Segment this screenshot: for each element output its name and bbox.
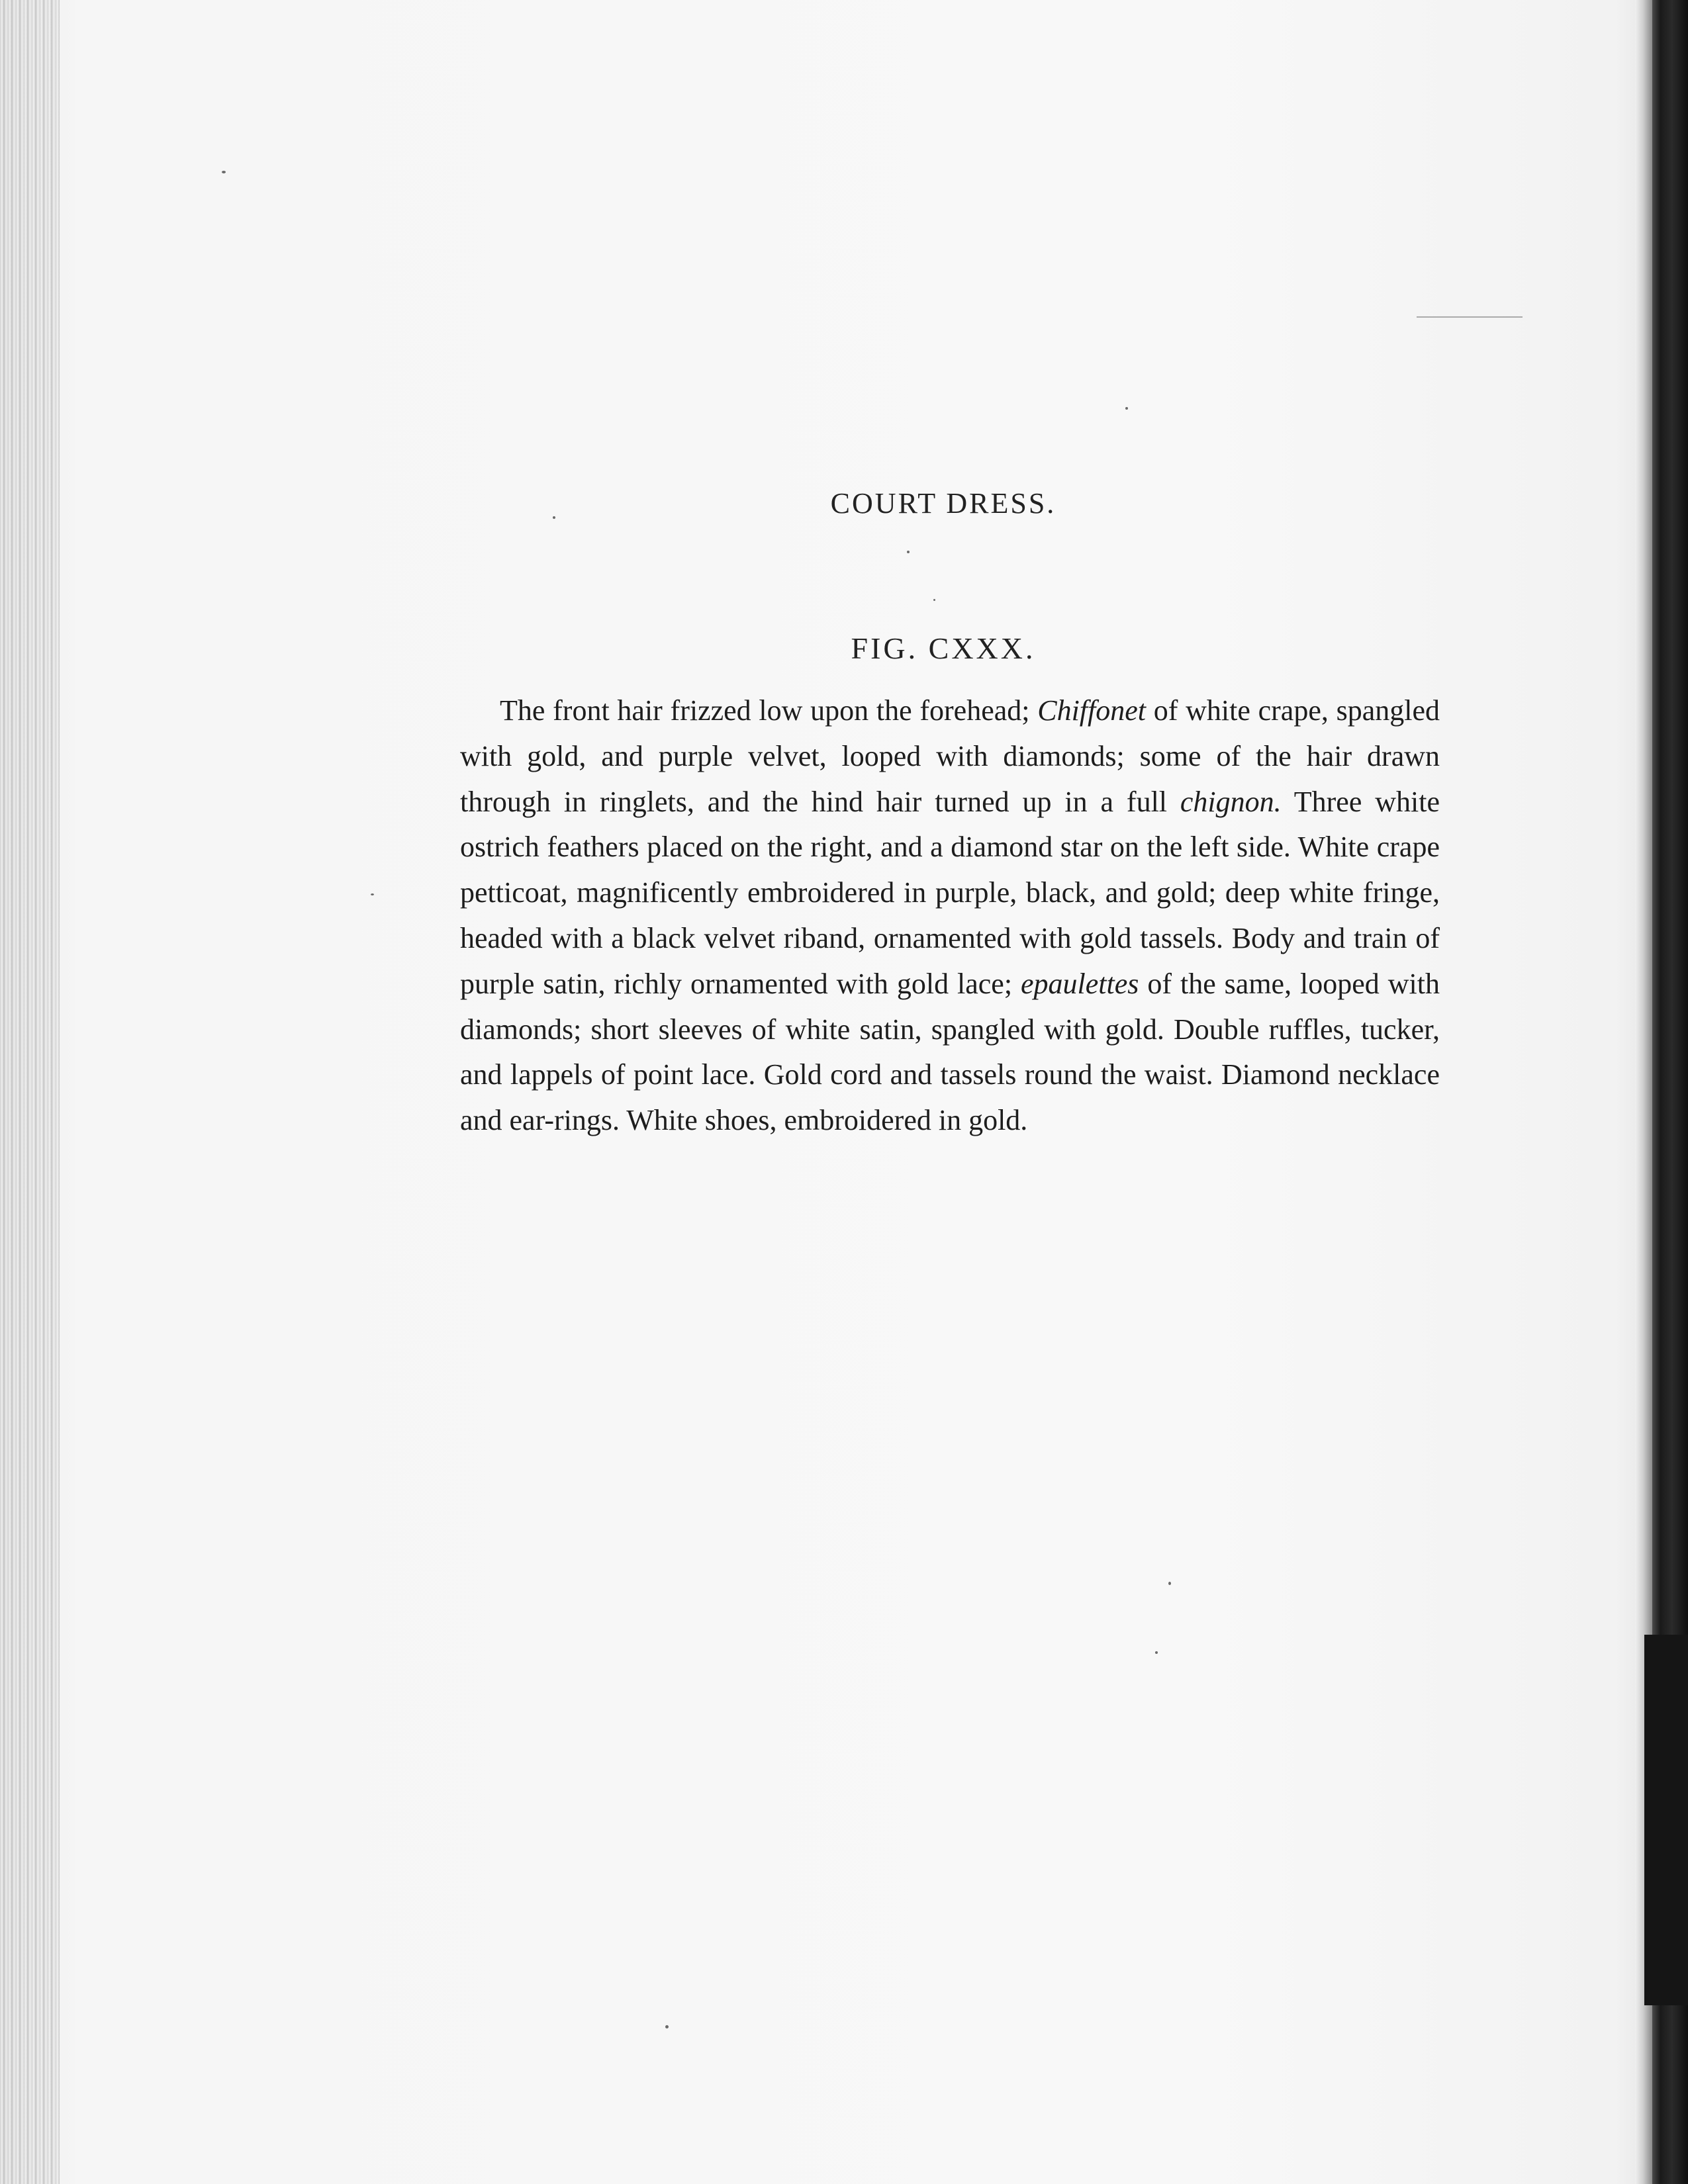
text-run-italic: chignon. bbox=[1180, 785, 1282, 818]
text-run-italic: epaulettes bbox=[1021, 967, 1139, 1000]
scan-speck bbox=[553, 516, 555, 519]
text-run: of the same, looped with diamonds; short sleeves of white satin, spangled with gold. Double ruffles, tucker, and lappels of point lace. Gold cord and tassels round the waist. Diamond necklace and ear-rings. White shoes, embroidered in gold. bbox=[460, 967, 1440, 1137]
scan-speck bbox=[1168, 1582, 1171, 1585]
text-run: Three white ostrich feathers placed on the right, and a diamond star on the left side. White crape petticoat, magnificently embroidered in purple, black, and gold; deep white fringe, headed with a black velvet riband, ornamented with gold tassels. Body and train of purple satin, richly ornamented with gold lace; bbox=[460, 785, 1440, 1000]
description-paragraph bbox=[460, 688, 1440, 1144]
figure-label: FIG. CXXX. bbox=[851, 631, 1036, 665]
page-title: COURT DRESS. bbox=[830, 487, 1056, 520]
binding-edge-left bbox=[0, 0, 60, 2184]
scan-speck bbox=[1155, 1651, 1158, 1654]
text-run: of white crape, spangled with gold, and purple velvet, looped with diamonds; some of the hair drawn through in ringlets, and the hind hair turned up in a full bbox=[460, 694, 1440, 818]
scan-speck bbox=[933, 599, 935, 601]
scan-speck bbox=[907, 551, 910, 553]
scan-hairline bbox=[1417, 316, 1523, 318]
scan-speck bbox=[1125, 407, 1128, 410]
scan-speck bbox=[371, 893, 374, 895]
scan-speck bbox=[222, 171, 226, 173]
gutter-shadow-block bbox=[1644, 1635, 1688, 2005]
scan-speck bbox=[665, 2025, 669, 2028]
text-run-italic: Chiffonet bbox=[1037, 694, 1146, 727]
text-run: The front hair frizzed low upon the forehead; bbox=[500, 694, 1038, 727]
